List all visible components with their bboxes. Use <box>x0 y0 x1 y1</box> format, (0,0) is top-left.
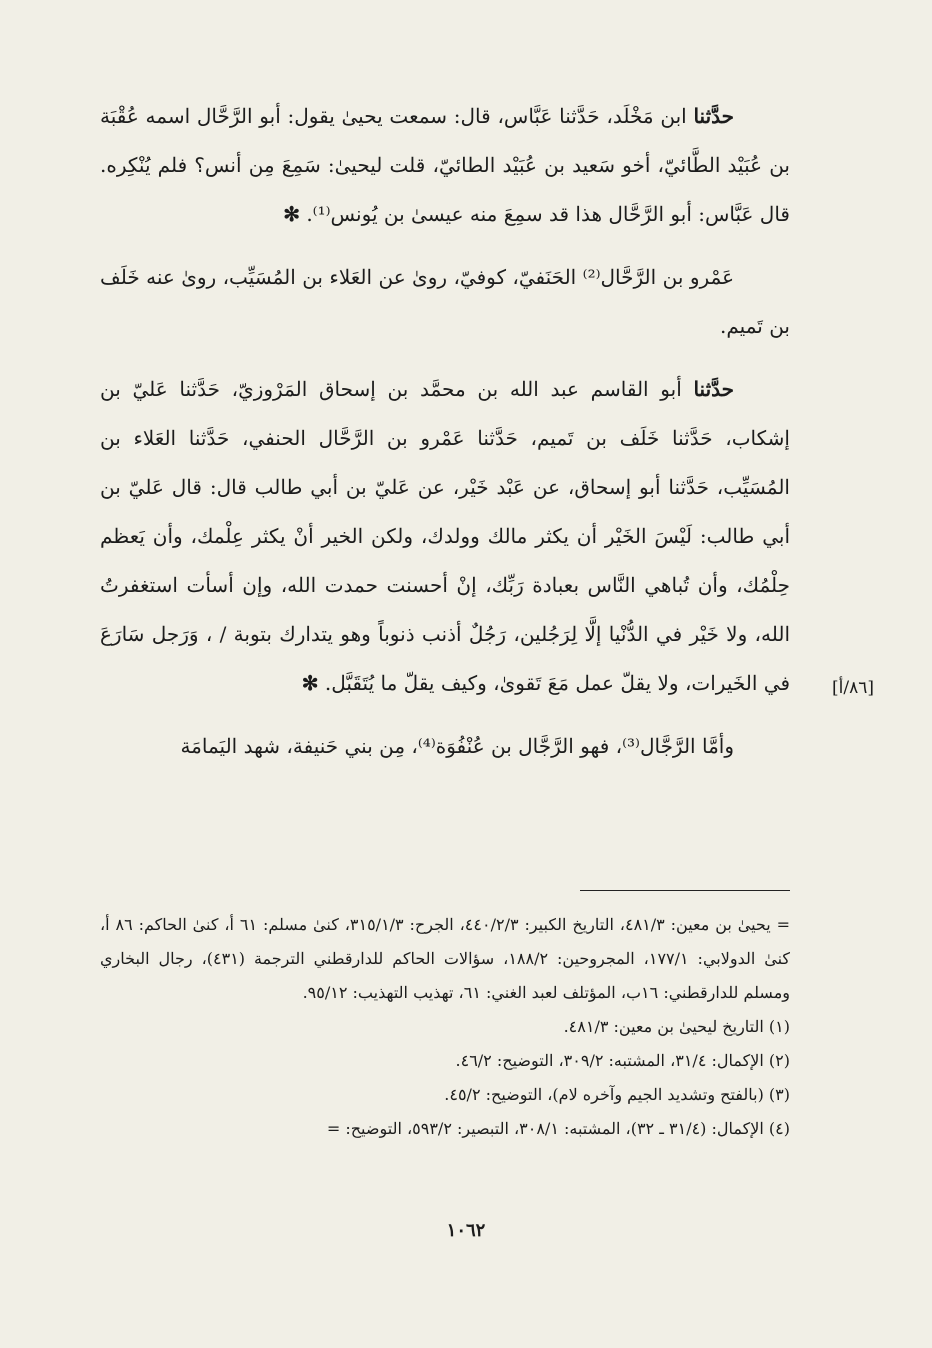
footnote-4: (٤) الإكمال: (٣١/٤ ـ ٣٢)، المشتبه: ٣٠٨/١، التبصير: ٥٩٣/٢، التوضيح: = <box>326 1119 790 1138</box>
footnote-continuation <box>100 908 790 1010</box>
paragraph-1-text: ابن مَخْلَد، حَدَّثنا عَبَّاس، قال: سمعت يحيىٰ يقول: أبو الرَّحَّال اسمه عُقْبَة بن عُبَيْد الطَّائيّ، أخو سَعيد بن عُبَيْد الطائيّ، قلت ليحيىٰ: سَمِعَ مِن أنس؟ فلم يُنْكِره. قال عَبَّاس: أبو الرَّحَّال هذا قد سمِعَ منه عيسىٰ بن يُونس⁽¹⁾. <box>100 104 790 226</box>
paragraph-3-text: أبو القاسم عبد الله بن محمَّد بن إسحاق المَرْوزيّ، حَدَّثنا عَليّ بن إشكاب، حَدَّثنا خَلَف بن تَميم، حَدَّثنا عَمْرو بن الرَّحَّال الحنفي، حَدَّثنا العَلاء بن المُسَيِّب، حَدَّثنا أبو إسحاق، عن عَبْد خَيْر، عن عَليّ بن أبي طالب قال: قال عَليّ بن أبي طالب: لَيْسَ الخَيْر أن يكثر مالك وولدك، ولكن الخير أنْ يكثر عِلْمك، وأن يَعظم حِلْمُك، وأن تُباهي النَّاس بعبادة رَبِّك، إنْ أحسنت حمدت الله، وإن أسأت استغفرتُ الله، ولا خَيْر في الدُّنْيا إلَّا لِرَجُلين، رَجُلٌ أذنب ذنوباً وهو يتدارك بتوبة / ، وَرَجل سَارَعَ في الخَيرات، ولا يقلّ عمل مَعَ تَقوىٰ، وكيف يقلّ ما يُتَقَبَّل. <box>100 377 790 695</box>
paragraph-gap <box>100 239 790 253</box>
page-number: ١٠٦٢ <box>446 1220 486 1241</box>
footnote-separator <box>580 890 790 891</box>
paragraph-gap <box>100 708 790 722</box>
paragraph-1 <box>100 92 790 239</box>
paragraph-3 <box>100 365 790 708</box>
continuation-marker: = <box>776 915 791 934</box>
paragraph-2 <box>100 253 790 351</box>
footnote-3: (٣) (بالفتح وتشديد الجيم وآخره لام)، التوضيح: ٤٥/٢. <box>444 1085 790 1104</box>
paragraph-4-text: وأمَّا الرَّجَّال⁽³⁾، فهو الرَّجَّال بن عُنْفُوَة⁽⁴⁾، مِن بني حَنيفة، شهد اليَمامَة <box>180 734 734 758</box>
main-text <box>100 92 790 771</box>
manuscript-folio-marker: [٨٦/أ] <box>832 678 874 698</box>
footnote-1: (١) التاريخ ليحيىٰ بن معين: ٤٨١/٣. <box>563 1017 790 1036</box>
paragraph-gap <box>100 351 790 365</box>
footnote-continuation-text: يحيىٰ بن معين: ٤٨١/٣، التاريخ الكبير: ٤٤٠/٢/٣، الجرح: ٣١٥/١/٣، كنىٰ مسلم: ٦١ أ، كنىٰ الحاكم: ٨٦ أ، كنىٰ الدولابي: ١٧٧/١، المجروحين: ١٨٨/٢، سؤالات الحاكم للدارقطني الترجمة (٤٣١)، رجال البخاري ومسلم للدارقطني: ١٦ب، المؤتلف لعبد الغني: ٦١، تهذيب التهذيب: ٩٥/١٢. <box>100 915 791 1002</box>
paragraph-2-text: عَمْرو بن الرَّحَّال⁽²⁾ الحَنَفيّ، كوفيّ، روىٰ عن العَلاء بن المُسَيِّب، روىٰ عنه خَلَف بن تَميم. <box>100 265 790 338</box>
footnote-2: (٢) الإكمال: ٣١/٤، المشتبه: ٣٠٩/٢، التوضيح: ٤٦/٢. <box>455 1051 790 1070</box>
hadith-lead-word: حدَّثنا <box>693 104 735 128</box>
paragraph-4 <box>100 722 790 771</box>
paragraph-end-symbol: ✻ <box>301 671 319 695</box>
hadith-lead-word: حدَّثنا <box>693 377 734 401</box>
footnotes <box>100 908 790 1146</box>
paragraph-end-symbol: ✻ <box>283 202 300 226</box>
